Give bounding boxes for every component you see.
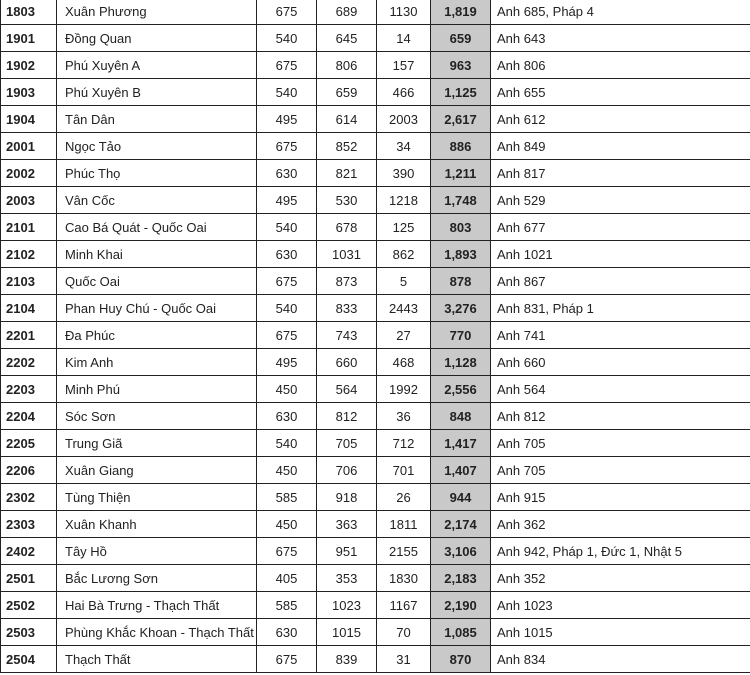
language-note-cell: Anh 655 <box>491 79 750 106</box>
school-code-cell: 2302 <box>1 484 57 511</box>
language-note-cell: Anh 705 <box>491 430 750 457</box>
language-note-cell: Anh 352 <box>491 565 750 592</box>
school-name-cell: Tân Dân <box>57 106 257 133</box>
school-name-cell: Phú Xuyên A <box>57 52 257 79</box>
school-code-cell: 2504 <box>1 646 57 673</box>
quota-cell: 585 <box>257 592 317 619</box>
total-cell: 2,617 <box>431 106 491 133</box>
total-cell: 1,085 <box>431 619 491 646</box>
nv2-count-cell: 2155 <box>377 538 431 565</box>
quota-cell: 450 <box>257 511 317 538</box>
school-name-cell: Kim Anh <box>57 349 257 376</box>
school-code-cell: 2102 <box>1 241 57 268</box>
table-row <box>1 241 750 268</box>
total-cell: 2,174 <box>431 511 491 538</box>
total-cell: 1,819 <box>431 0 491 25</box>
table-row <box>1 565 750 592</box>
total-cell: 1,748 <box>431 187 491 214</box>
total-cell: 3,276 <box>431 295 491 322</box>
quota-cell: 630 <box>257 619 317 646</box>
school-name-cell: Quốc Oai <box>57 268 257 295</box>
nv1-count-cell: 363 <box>317 511 377 538</box>
language-note-cell: Anh 942, Pháp 1, Đức 1, Nhật 5 <box>491 538 750 565</box>
nv1-count-cell: 812 <box>317 403 377 430</box>
school-code-cell: 2202 <box>1 349 57 376</box>
language-note-cell: Anh 612 <box>491 106 750 133</box>
school-code-cell: 1903 <box>1 79 57 106</box>
quota-cell: 630 <box>257 241 317 268</box>
table-row <box>1 349 750 376</box>
nv1-count-cell: 951 <box>317 538 377 565</box>
school-name-cell: Ngọc Tảo <box>57 133 257 160</box>
nv2-count-cell: 2443 <box>377 295 431 322</box>
table-row <box>1 79 750 106</box>
school-code-cell: 2503 <box>1 619 57 646</box>
table-row <box>1 160 750 187</box>
quota-cell: 675 <box>257 52 317 79</box>
school-name-cell: Trung Giã <box>57 430 257 457</box>
school-code-cell: 2303 <box>1 511 57 538</box>
school-name-cell: Vân Cốc <box>57 187 257 214</box>
quota-cell: 495 <box>257 187 317 214</box>
school-name-cell: Cao Bá Quát - Quốc Oai <box>57 214 257 241</box>
nv1-count-cell: 564 <box>317 376 377 403</box>
quota-cell: 540 <box>257 214 317 241</box>
nv2-count-cell: 468 <box>377 349 431 376</box>
school-name-cell: Phan Huy Chú - Quốc Oai <box>57 295 257 322</box>
table-row <box>1 322 750 349</box>
nv2-count-cell: 70 <box>377 619 431 646</box>
language-note-cell: Anh 1015 <box>491 619 750 646</box>
table-row <box>1 187 750 214</box>
quota-cell: 675 <box>257 538 317 565</box>
table-row <box>1 484 750 511</box>
total-cell: 886 <box>431 133 491 160</box>
quota-cell: 675 <box>257 268 317 295</box>
nv1-count-cell: 1023 <box>317 592 377 619</box>
nv2-count-cell: 390 <box>377 160 431 187</box>
school-name-cell: Thạch Thất <box>57 646 257 673</box>
language-note-cell: Anh 812 <box>491 403 750 430</box>
nv2-count-cell: 14 <box>377 25 431 52</box>
quota-cell: 495 <box>257 349 317 376</box>
nv1-count-cell: 1015 <box>317 619 377 646</box>
total-cell: 1,128 <box>431 349 491 376</box>
language-note-cell: Anh 831, Pháp 1 <box>491 295 750 322</box>
table-row <box>1 511 750 538</box>
nv2-count-cell: 701 <box>377 457 431 484</box>
school-name-cell: Hai Bà Trưng - Thạch Thất <box>57 592 257 619</box>
nv1-count-cell: 659 <box>317 79 377 106</box>
quota-cell: 540 <box>257 430 317 457</box>
quota-cell: 675 <box>257 322 317 349</box>
school-name-cell: Minh Phú <box>57 376 257 403</box>
nv1-count-cell: 706 <box>317 457 377 484</box>
quota-cell: 450 <box>257 376 317 403</box>
table-row <box>1 376 750 403</box>
school-code-cell: 1901 <box>1 25 57 52</box>
school-name-cell: Xuân Khanh <box>57 511 257 538</box>
school-name-cell: Tùng Thiện <box>57 484 257 511</box>
school-code-cell: 2201 <box>1 322 57 349</box>
total-cell: 870 <box>431 646 491 673</box>
total-cell: 803 <box>431 214 491 241</box>
nv2-count-cell: 27 <box>377 322 431 349</box>
table-row <box>1 25 750 52</box>
total-cell: 1,893 <box>431 241 491 268</box>
nv2-count-cell: 5 <box>377 268 431 295</box>
table-row <box>1 268 750 295</box>
school-code-cell: 2003 <box>1 187 57 214</box>
nv1-count-cell: 833 <box>317 295 377 322</box>
total-cell: 963 <box>431 52 491 79</box>
table-row <box>1 592 750 619</box>
school-name-cell: Sóc Sơn <box>57 403 257 430</box>
nv1-count-cell: 353 <box>317 565 377 592</box>
language-note-cell: Anh 1023 <box>491 592 750 619</box>
school-name-cell: Xuân Giang <box>57 457 257 484</box>
quota-cell: 450 <box>257 457 317 484</box>
total-cell: 770 <box>431 322 491 349</box>
nv2-count-cell: 1830 <box>377 565 431 592</box>
nv2-count-cell: 1992 <box>377 376 431 403</box>
quota-cell: 585 <box>257 484 317 511</box>
language-note-cell: Anh 1021 <box>491 241 750 268</box>
nv1-count-cell: 645 <box>317 25 377 52</box>
nv2-count-cell: 1130 <box>377 0 431 25</box>
total-cell: 2,183 <box>431 565 491 592</box>
school-name-cell: Bắc Lương Sơn <box>57 565 257 592</box>
language-note-cell: Anh 564 <box>491 376 750 403</box>
school-code-cell: 2101 <box>1 214 57 241</box>
total-cell: 2,190 <box>431 592 491 619</box>
school-code-cell: 2501 <box>1 565 57 592</box>
nv2-count-cell: 36 <box>377 403 431 430</box>
school-code-cell: 2002 <box>1 160 57 187</box>
nv1-count-cell: 821 <box>317 160 377 187</box>
nv1-count-cell: 614 <box>317 106 377 133</box>
language-note-cell: Anh 915 <box>491 484 750 511</box>
nv2-count-cell: 26 <box>377 484 431 511</box>
table-row <box>1 106 750 133</box>
total-cell: 944 <box>431 484 491 511</box>
total-cell: 1,407 <box>431 457 491 484</box>
school-name-cell: Phúc Thọ <box>57 160 257 187</box>
nv2-count-cell: 1811 <box>377 511 431 538</box>
school-code-cell: 1902 <box>1 52 57 79</box>
school-code-cell: 2502 <box>1 592 57 619</box>
school-code-cell: 2103 <box>1 268 57 295</box>
language-note-cell: Anh 834 <box>491 646 750 673</box>
language-note-cell: Anh 660 <box>491 349 750 376</box>
nv1-count-cell: 806 <box>317 52 377 79</box>
nv2-count-cell: 1218 <box>377 187 431 214</box>
nv2-count-cell: 157 <box>377 52 431 79</box>
table-row <box>1 457 750 484</box>
nv1-count-cell: 839 <box>317 646 377 673</box>
language-note-cell: Anh 849 <box>491 133 750 160</box>
school-code-cell: 2001 <box>1 133 57 160</box>
language-note-cell: Anh 817 <box>491 160 750 187</box>
quota-cell: 675 <box>257 646 317 673</box>
total-cell: 848 <box>431 403 491 430</box>
language-note-cell: Anh 741 <box>491 322 750 349</box>
nv2-count-cell: 466 <box>377 79 431 106</box>
nv2-count-cell: 34 <box>377 133 431 160</box>
table-row <box>1 403 750 430</box>
total-cell: 3,106 <box>431 538 491 565</box>
table-row <box>1 214 750 241</box>
school-code-cell: 1803 <box>1 0 57 25</box>
language-note-cell: Anh 705 <box>491 457 750 484</box>
quota-cell: 540 <box>257 25 317 52</box>
quota-cell: 405 <box>257 565 317 592</box>
quota-cell: 630 <box>257 160 317 187</box>
nv2-count-cell: 862 <box>377 241 431 268</box>
nv2-count-cell: 712 <box>377 430 431 457</box>
school-code-cell: 2402 <box>1 538 57 565</box>
quota-cell: 675 <box>257 0 317 25</box>
nv1-count-cell: 918 <box>317 484 377 511</box>
school-name-cell: Minh Khai <box>57 241 257 268</box>
total-cell: 878 <box>431 268 491 295</box>
nv1-count-cell: 660 <box>317 349 377 376</box>
table-row <box>1 538 750 565</box>
school-code-cell: 2205 <box>1 430 57 457</box>
language-note-cell: Anh 867 <box>491 268 750 295</box>
language-note-cell: Anh 643 <box>491 25 750 52</box>
nv1-count-cell: 873 <box>317 268 377 295</box>
quota-cell: 495 <box>257 106 317 133</box>
quota-cell: 540 <box>257 295 317 322</box>
school-name-cell: Tây Hồ <box>57 538 257 565</box>
table-row <box>1 646 750 673</box>
table-row <box>1 430 750 457</box>
nv1-count-cell: 743 <box>317 322 377 349</box>
table-row <box>1 133 750 160</box>
language-note-cell: Anh 806 <box>491 52 750 79</box>
school-name-cell: Phú Xuyên B <box>57 79 257 106</box>
school-code-cell: 1904 <box>1 106 57 133</box>
total-cell: 2,556 <box>431 376 491 403</box>
school-name-cell: Đồng Quan <box>57 25 257 52</box>
school-name-cell: Đa Phúc <box>57 322 257 349</box>
nv2-count-cell: 125 <box>377 214 431 241</box>
school-code-cell: 2104 <box>1 295 57 322</box>
table-row <box>1 619 750 646</box>
table-body <box>1 0 750 673</box>
total-cell: 1,125 <box>431 79 491 106</box>
quota-cell: 540 <box>257 79 317 106</box>
school-name-cell: Xuân Phương <box>57 0 257 25</box>
school-code-cell: 2204 <box>1 403 57 430</box>
total-cell: 659 <box>431 25 491 52</box>
nv2-count-cell: 1167 <box>377 592 431 619</box>
language-note-cell: Anh 529 <box>491 187 750 214</box>
nv2-count-cell: 31 <box>377 646 431 673</box>
quota-cell: 630 <box>257 403 317 430</box>
nv1-count-cell: 689 <box>317 0 377 25</box>
total-cell: 1,211 <box>431 160 491 187</box>
nv1-count-cell: 678 <box>317 214 377 241</box>
nv1-count-cell: 530 <box>317 187 377 214</box>
language-note-cell: Anh 362 <box>491 511 750 538</box>
language-note-cell: Anh 677 <box>491 214 750 241</box>
school-code-cell: 2203 <box>1 376 57 403</box>
nv2-count-cell: 2003 <box>377 106 431 133</box>
table-row <box>1 0 750 25</box>
table-row <box>1 295 750 322</box>
nv1-count-cell: 852 <box>317 133 377 160</box>
total-cell: 1,417 <box>431 430 491 457</box>
nv1-count-cell: 1031 <box>317 241 377 268</box>
language-note-cell: Anh 685, Pháp 4 <box>491 0 750 25</box>
table-row <box>1 52 750 79</box>
nv1-count-cell: 705 <box>317 430 377 457</box>
school-name-cell: Phùng Khắc Khoan - Thạch Thất <box>57 619 257 646</box>
quota-cell: 675 <box>257 133 317 160</box>
school-code-cell: 2206 <box>1 457 57 484</box>
